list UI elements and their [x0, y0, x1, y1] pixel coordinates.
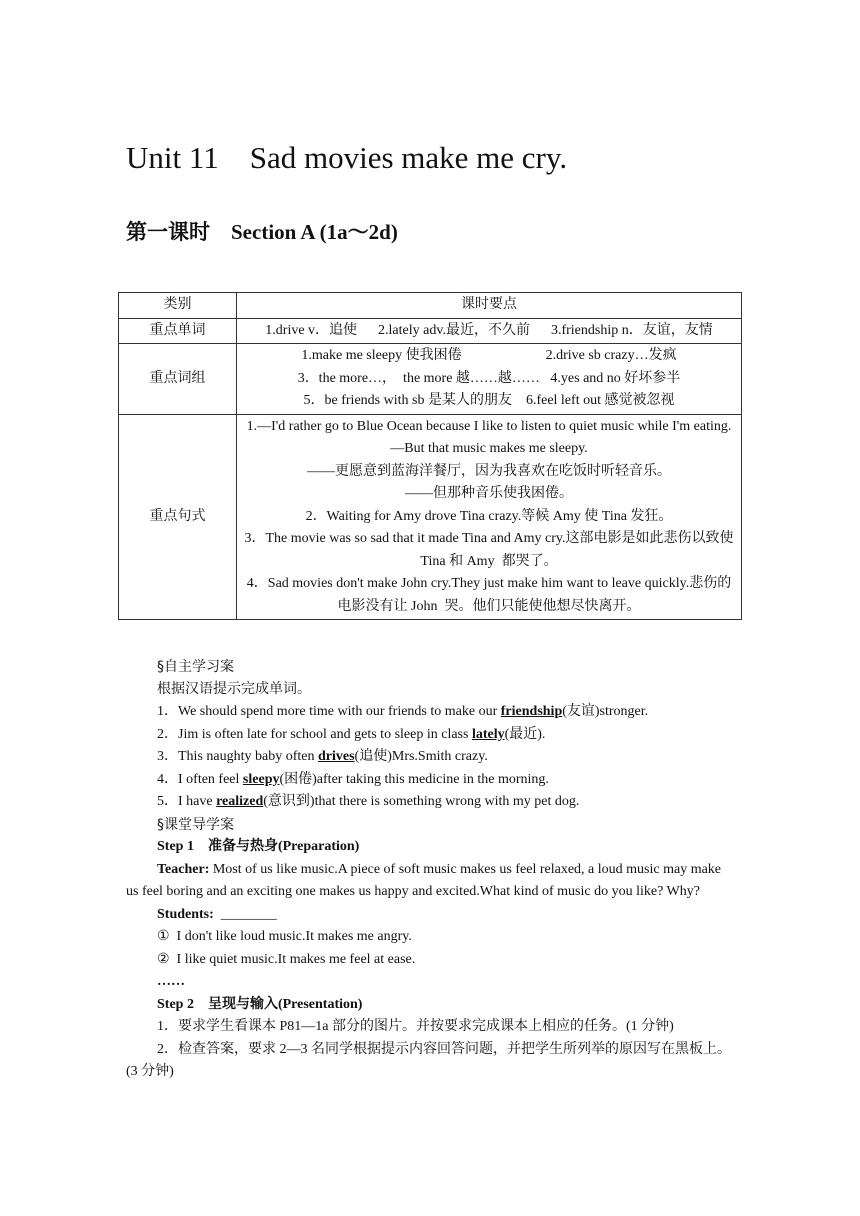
lesson-body [126, 656, 734, 1084]
students-blank: ________ [213, 906, 277, 922]
table-line: 2．Waiting for Amy drove Tina crazy.等候 Amy 使 Tina 发狂。 [305, 508, 673, 524]
row-content-phrases [237, 344, 742, 415]
table-line: ——更愿意到蓝海洋餐厅，因为我喜欢在吃饭时听轻音乐。 [307, 463, 671, 479]
self-study-heading: §自主学习案 [157, 659, 234, 675]
exercise-text: 3．This naughty baby often [157, 749, 318, 764]
table-row [119, 344, 742, 415]
table-line: 5．be friends with sb 是某人的朋友 6.feel left out 感觉被忽视 [303, 393, 675, 408]
table-line: 3．the more…， the more 越……越…… 4.yes and no 好坏参半 [297, 370, 681, 386]
exercise-hint: (困倦)after taking this medicine in the morning. [279, 771, 549, 787]
teacher-paragraph [126, 859, 734, 904]
table-row [119, 414, 742, 620]
exercise-text: 1．We should spend more time with our friends to make our [157, 704, 501, 719]
exercise-answer: lately [471, 726, 505, 742]
table-line: 1.drive v．追使 2.lately adv.最近，不久前 3.friendship n．友谊，友情 [265, 322, 713, 338]
self-study-instruction: 根据汉语提示完成单词。 [157, 681, 311, 697]
exercise-item [126, 724, 734, 747]
students-line [126, 904, 734, 927]
step2-item: 1．要求学生看课本 P81—1a 部分的图片。并按要求完成课本上相应的任务。(1 分钟) [157, 1019, 674, 1034]
exercise-text: 2．Jim is often late for school and gets to sleep in class [157, 726, 472, 742]
exercise-item [126, 791, 734, 814]
row-label-sentences: 重点句式 [119, 414, 237, 620]
table-line: 3．The movie was so sad that it made Tina and Amy cry.这部电影是如此悲伤以致使 Tina 和 Amy 都哭了。 [244, 531, 738, 569]
exercise-hint: (意识到)that there is something wrong with my pet dog. [263, 794, 580, 809]
table-line: —But that music makes me sleepy. [390, 441, 588, 456]
table-header-row [119, 293, 742, 319]
table-header-points: 课时要点 [237, 293, 742, 319]
exercise-hint: (友谊)stronger. [562, 704, 649, 719]
unit-title: Unit 11 Sad movies make me cry. [126, 140, 568, 175]
step2-item: 2．检查答案，要求 2—3 名同学根据提示内容回答问题，并把学生所列举的原因写在黑板上。(3 分钟) [126, 1041, 731, 1079]
student-answer: ② I like quiet music.It makes me feel at ease. [157, 951, 416, 967]
table-header-category: 类别 [119, 293, 237, 319]
table-line: 4．Sad movies don't make John cry.They just make him want to leave quickly.悲伤的电影没有让 John 哭。他们只能使他想尽快离开。 [246, 576, 732, 614]
teacher-text: Most of us like music.A piece of soft music makes us feel relaxed, a loud music may make us feel boring and an exciting one makes us happy and excited.What kind of music do you like? Why? [126, 861, 722, 899]
exercise-text: 5．I have [157, 794, 217, 809]
table-line: 1.make me sleepy 使我困倦 2.drive sb crazy…发疯 [301, 348, 677, 363]
row-label-words: 重点单词 [119, 318, 237, 344]
row-label-phrases: 重点词组 [119, 344, 237, 415]
row-content-words [237, 318, 742, 344]
exercise-item [126, 701, 734, 724]
table-line: ——但那种音乐使我困倦。 [405, 486, 573, 501]
step2-title: Step 2 呈现与输入(Presentation) [157, 996, 363, 1012]
step1-title: Step 1 准备与热身(Preparation) [157, 839, 360, 854]
lesson-subtitle: 第一课时 Section A (1a～2d) [126, 220, 398, 244]
ellipsis: …… [157, 974, 185, 989]
exercise-hint: (追使)Mrs.Smith crazy. [354, 749, 488, 764]
exercise-answer: drives [317, 749, 355, 764]
students-label: Students: [157, 906, 214, 922]
exercise-answer: friendship [500, 704, 563, 719]
student-answer: ① I don't like loud music.It makes me angry. [157, 929, 412, 944]
table-row [119, 318, 742, 344]
key-points-table [118, 292, 742, 620]
table-line: 1.—I'd rather go to Blue Ocean because I like to listen to quiet music while I'm eating. [246, 418, 732, 434]
exercise-answer: sleepy [242, 771, 280, 787]
exercise-answer: realized [216, 794, 264, 809]
row-content-sentences [237, 414, 742, 620]
exercise-item [126, 769, 734, 792]
exercise-text: 4．I often feel [157, 771, 243, 787]
classroom-heading: §课堂导学案 [157, 816, 234, 833]
teacher-label: Teacher: [157, 861, 210, 877]
exercise-hint: (最近). [504, 726, 546, 742]
exercise-item [126, 746, 734, 769]
